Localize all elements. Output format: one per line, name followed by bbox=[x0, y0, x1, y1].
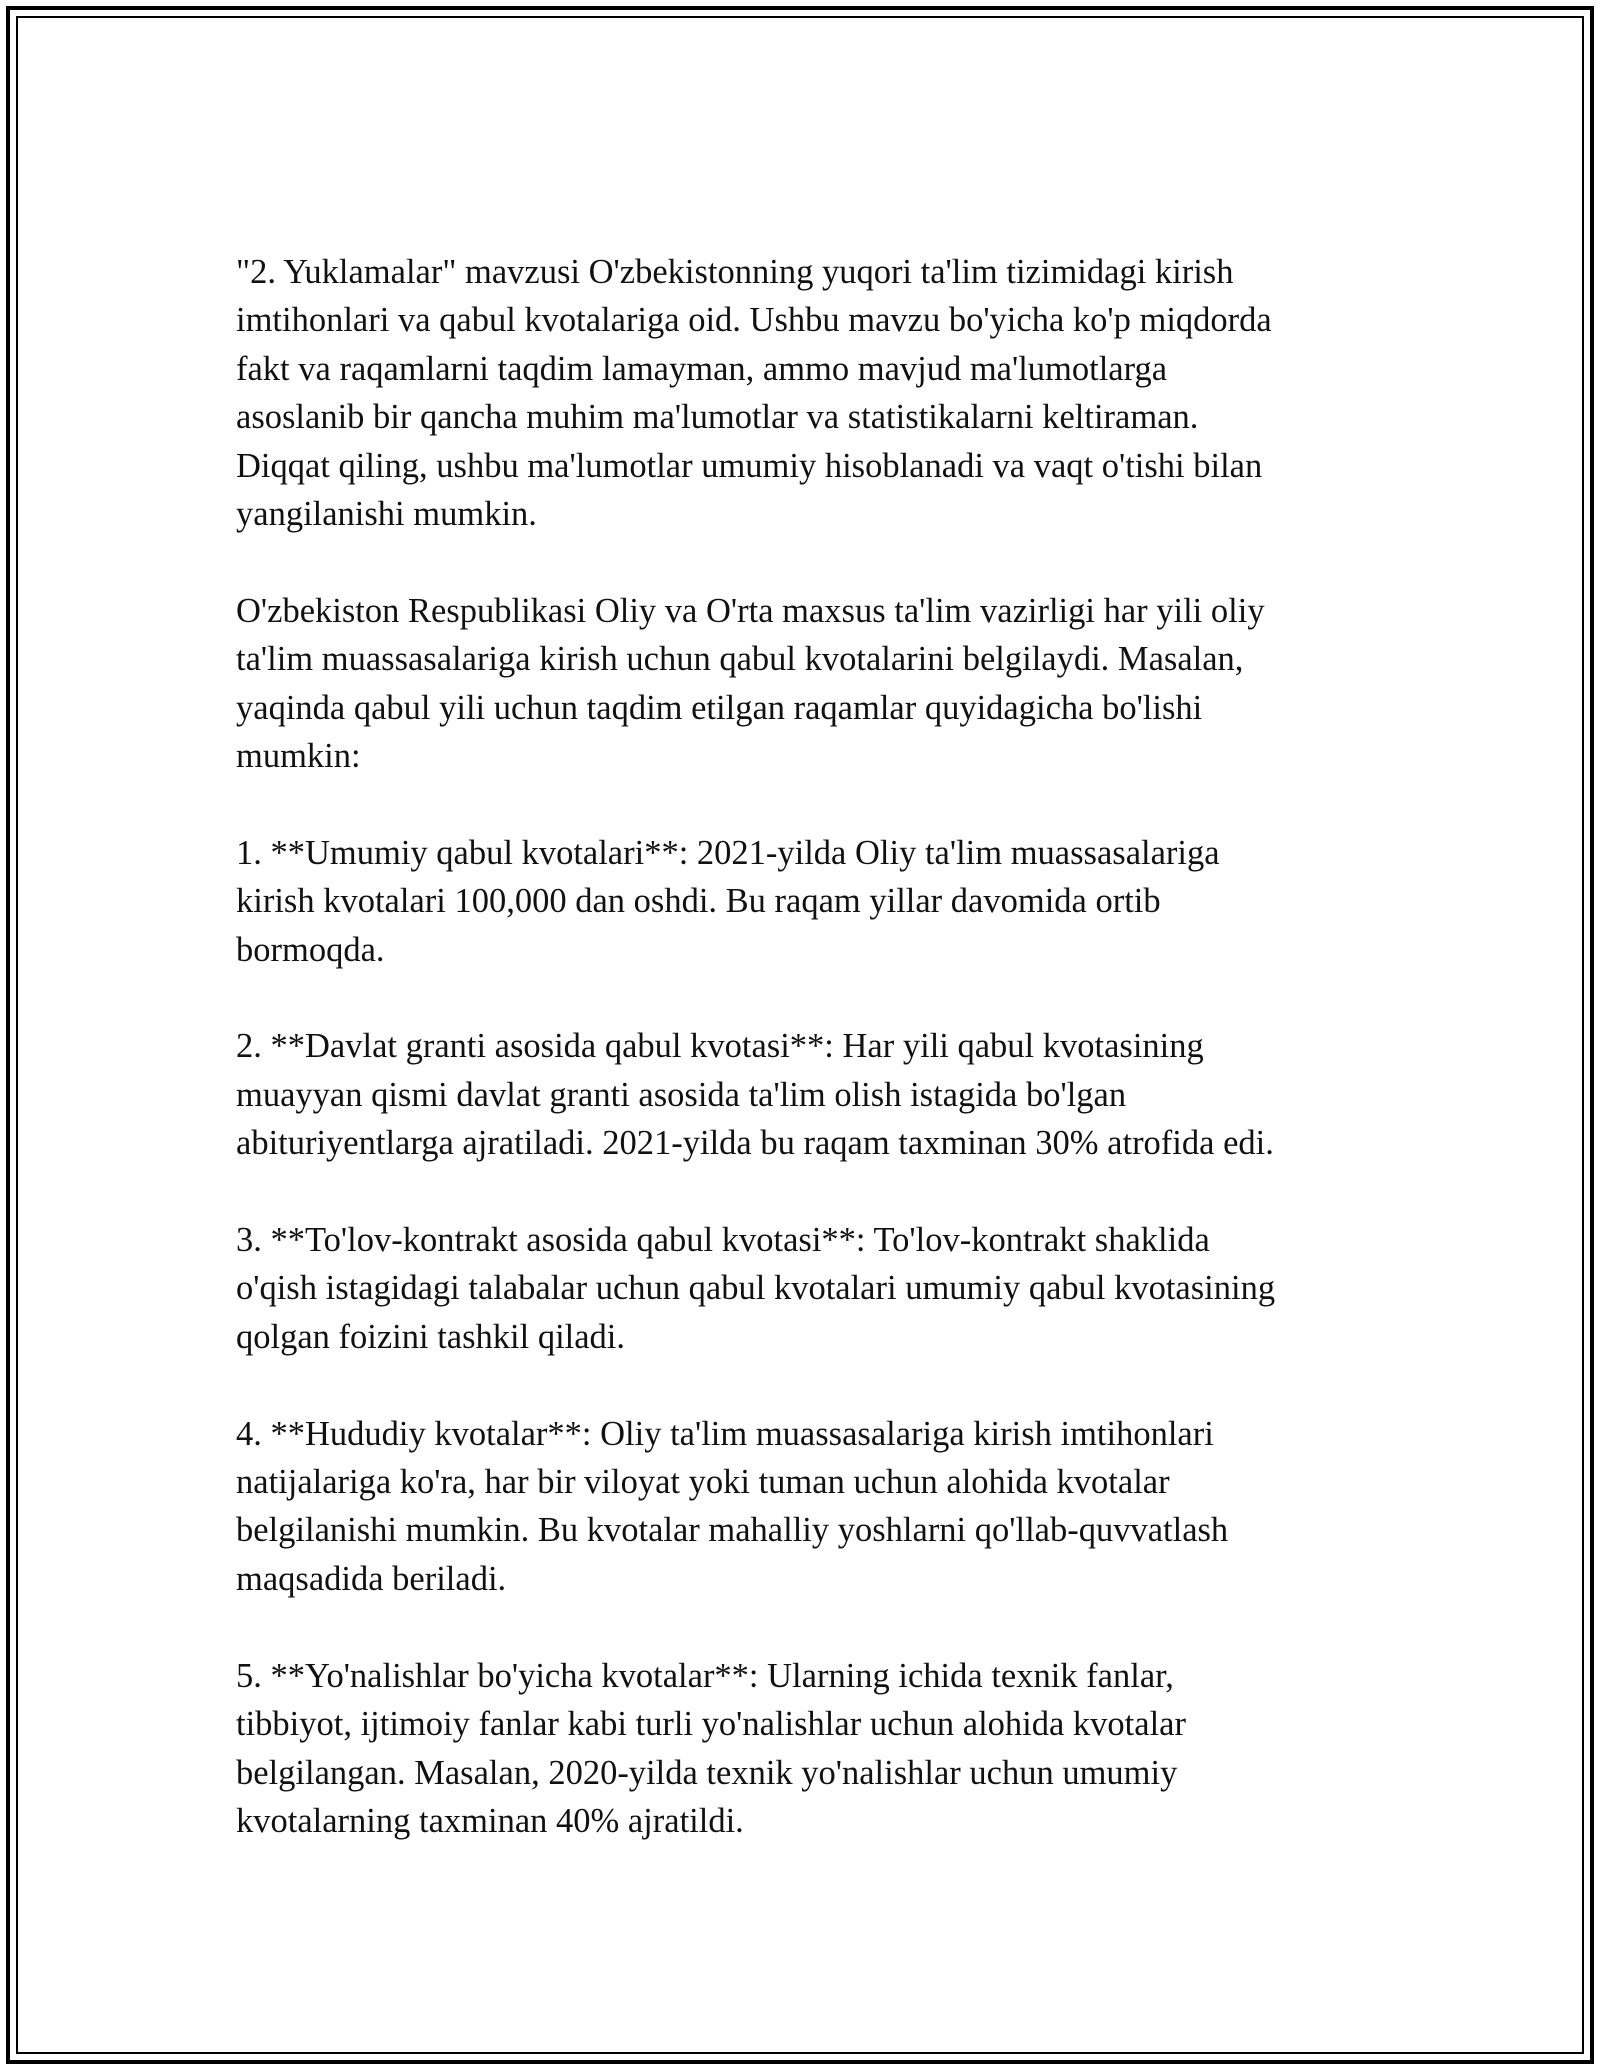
intro-paragraph: "2. Yuklamalar" mavzusi O'zbekistonning yuqori ta'lim tizimidagi kirish imtihonlari va qabul kvotalariga oid. Ushbu mavzu bo'yicha ko'p miqdorda fakt va raqamlarni taqdim lamayman, ammo mavjud ma'lumotlarga asoslanib bir qancha muhim ma'lumotlar va statistikalarni keltiraman. Diqqat qiling, ushbu ma'lumotlar umumiy hisoblanadi va vaqt o'tishi bilan yangilanishi mumkin. bbox=[236, 253, 1272, 534]
list-item-field-quotas: 5. **Yo'nalishlar bo'yicha kvotalar**: Ularning ichida texnik fanlar, tibbiyot, ijtimoiy fanlar kabi turli yo'nalishlar uchun alohida kvotalar belgilangan. Masalan, 2020-yilda texnik yo'nalishlar uchun umumiy kvotalarning taxminan 40% ajratildi. bbox=[236, 1656, 1186, 1840]
list-item-general-quotas: 1. **Umumiy qabul kvotalari**: 2021-yilda Oliy ta'lim muassasalariga kirish kvotalari 100,000 dan oshdi. Bu raqam yillar davomida ortib bormoqda. bbox=[236, 833, 1220, 969]
list-item-contract-quota: 3. **To'lov-kontrakt asosida qabul kvotasi**: To'lov-kontrakt shaklida o'qish istagidagi talabalar uchun qabul kvotalari umumiy qabul kvotasining qolgan foizini tashkil qiladi. bbox=[236, 1221, 1276, 1356]
list-item-regional-quotas: 4. **Hududiy kvotalar**: Oliy ta'lim muassasalariga kirish imtihonlari natijalariga ko'ra, har bir viloyat yoki tuman uchun alohida kvotalar belgilanishi mumkin. Bu kvotalar mahalliy yoshlarni qo'llab-quvvatlash maqsadida beriladi. bbox=[236, 1414, 1229, 1598]
context-paragraph: O'zbekiston Respublikasi Oliy va O'rta maxsus ta'lim vazirligi har yili oliy ta'lim muassasalariga kirish uchun qabul kvotalarini belgilaydi. Masalan, yaqinda qabul yili uchun taqdim etilgan raqamlar quyidagicha bo'lishi mumkin: bbox=[236, 591, 1265, 776]
document-body bbox=[236, 248, 1366, 1894]
list-item-state-grant-quota: 2. **Davlat granti asosida qabul kvotasi**: Har yili qabul kvotasining muayyan qismi davlat granti asosida ta'lim olish istagida bo'lgan abituriyentlarga ajratiladi. 2021-yilda bu raqam taxminan 30% atrofida edi. bbox=[236, 1027, 1274, 1163]
